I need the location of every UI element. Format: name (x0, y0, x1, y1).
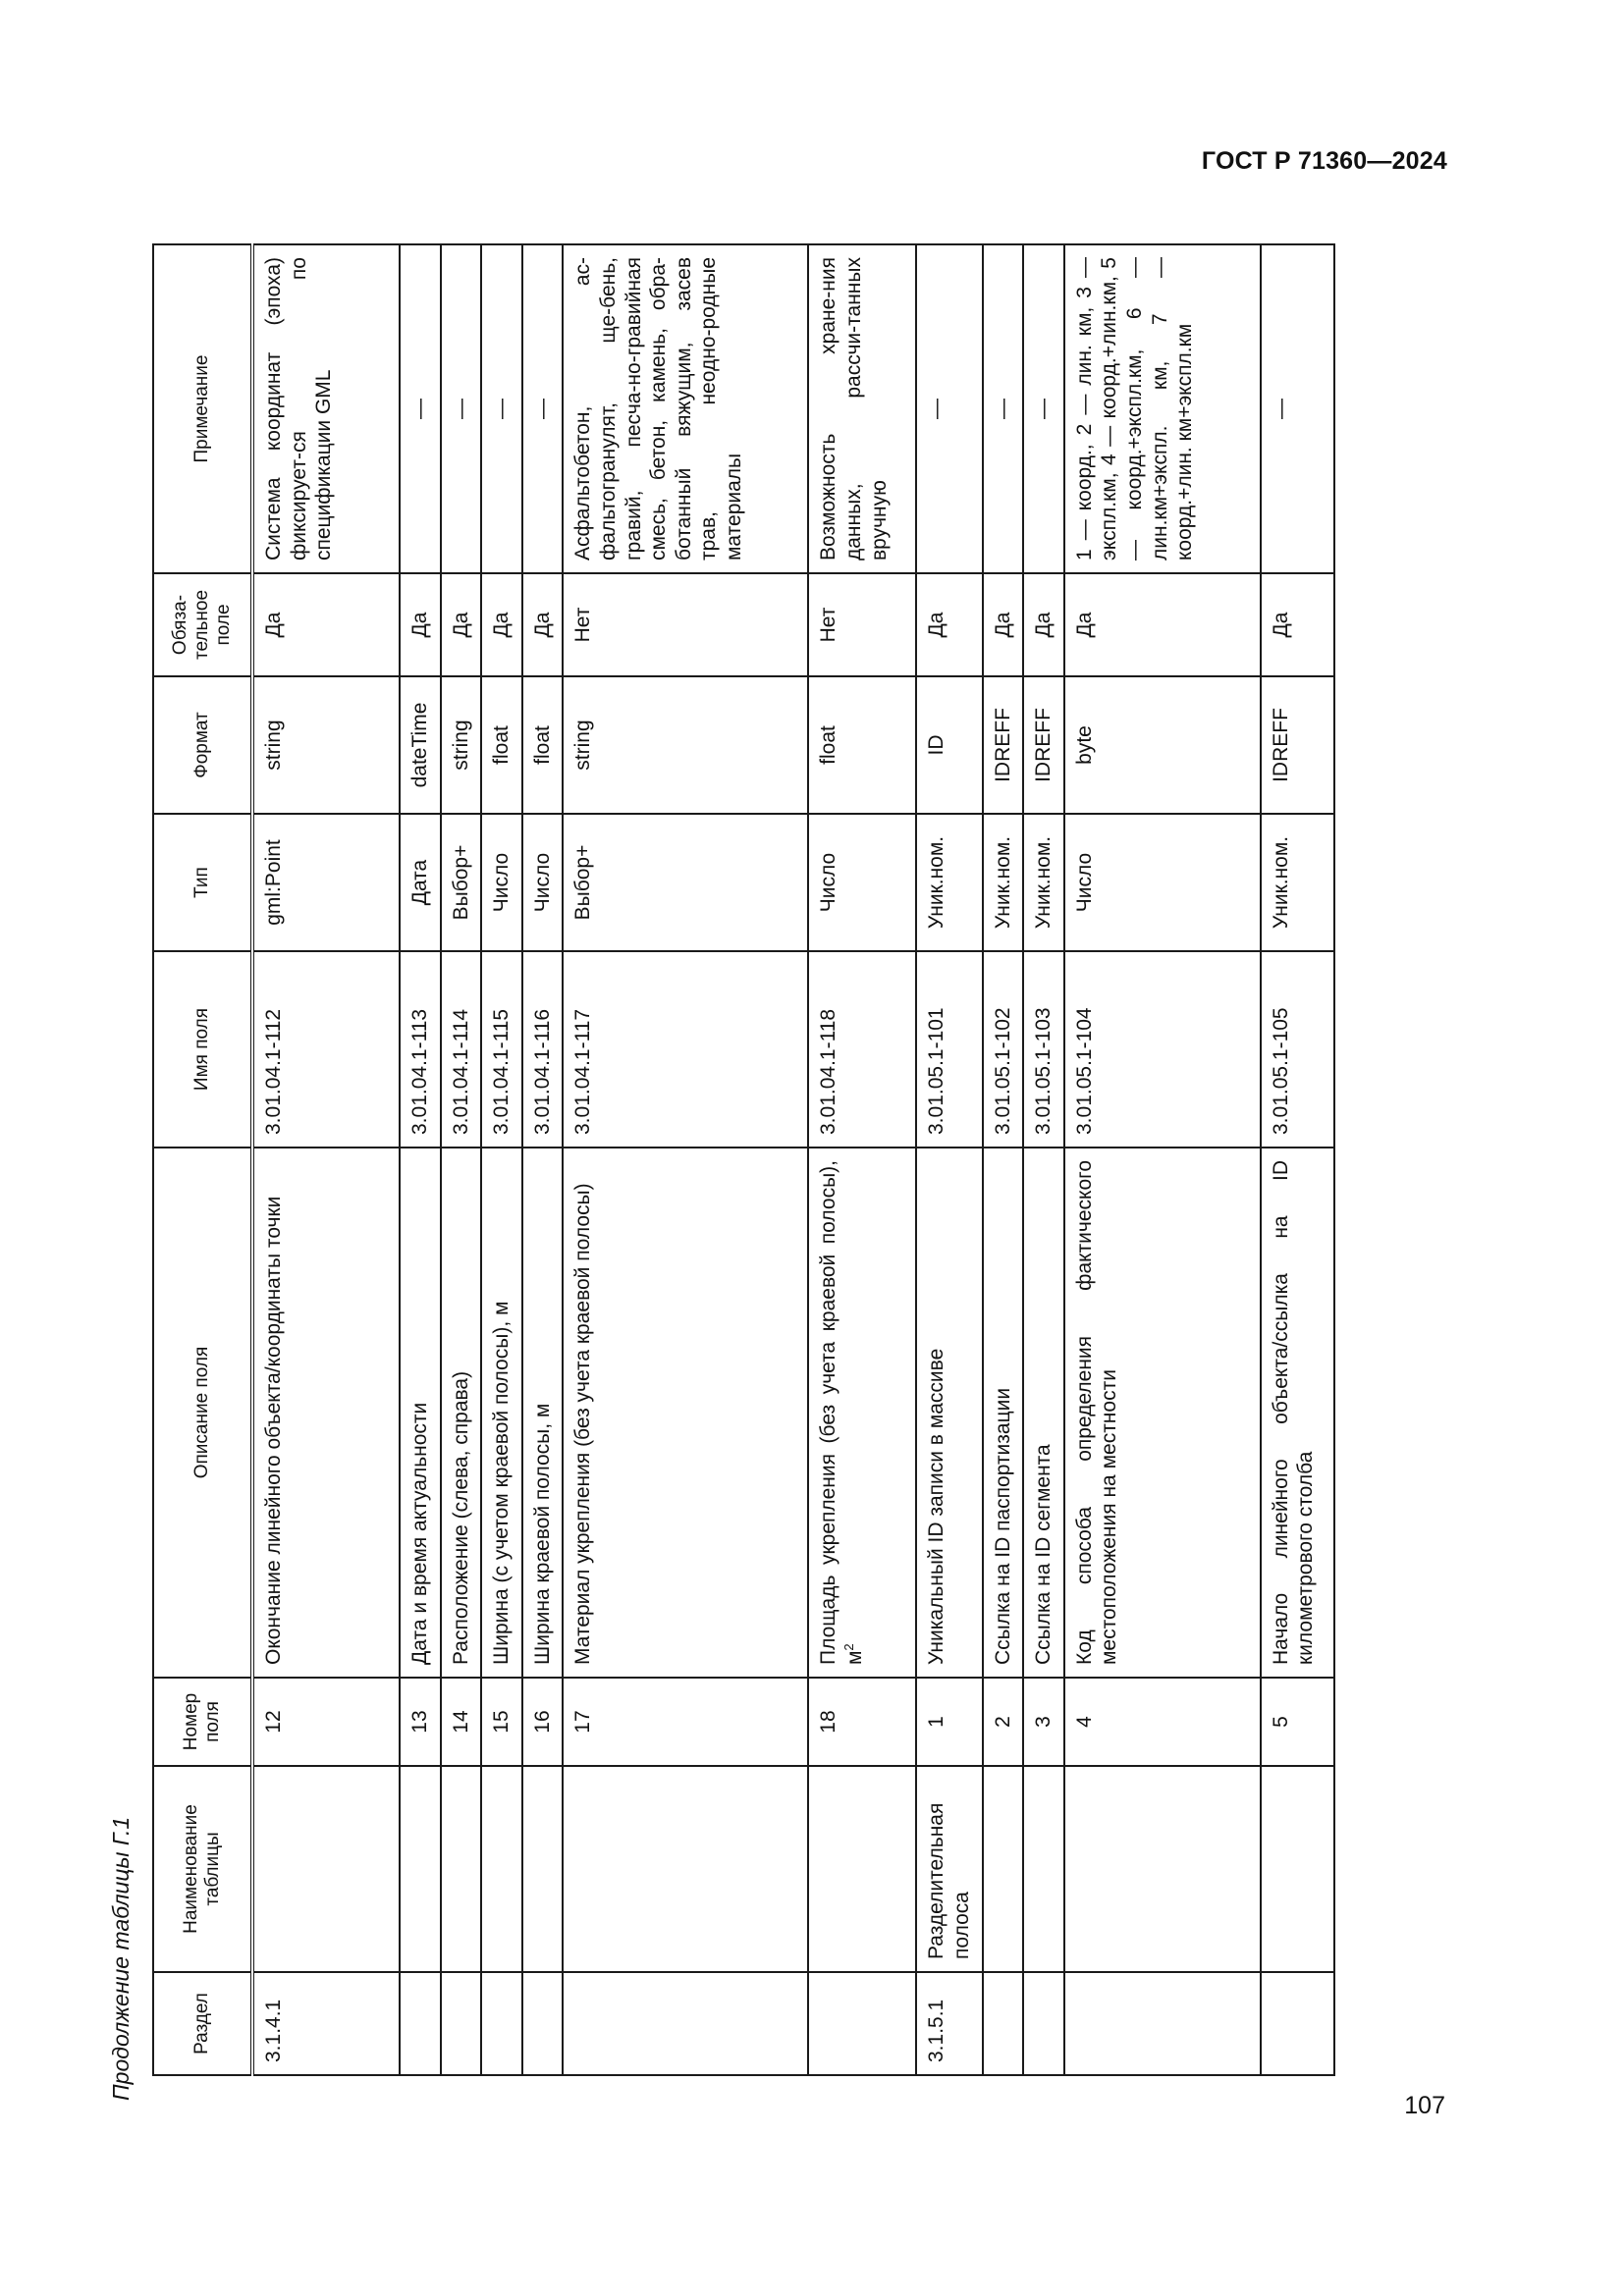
col-header: Примечание (153, 244, 252, 573)
cell-num: 16 (522, 1678, 564, 1766)
cell-section (808, 1972, 916, 2075)
cell-section (441, 1972, 482, 2075)
cell-desc: Уникальный ID записи в массиве (916, 1148, 982, 1678)
cell-format: dateTime (400, 676, 441, 814)
cell-desc: Материал укрепления (без учета краевой полосы) (563, 1148, 808, 1678)
cell-format: IDREFF (1261, 676, 1334, 814)
table-caption: Продолжение таблицы Г.1 (108, 1816, 134, 2101)
cell-field-name: 3.01.04.1-113 (400, 951, 441, 1148)
cell-field-name: 3.01.04.1-112 (252, 951, 400, 1148)
cell-format: string (441, 676, 482, 814)
cell-format: float (522, 676, 564, 814)
cell-required: Да (522, 573, 564, 676)
cell-num: 13 (400, 1678, 441, 1766)
cell-table-name (983, 1766, 1024, 1972)
cell-required: Нет (563, 573, 808, 676)
cell-type: Уник.ном. (1023, 814, 1064, 951)
cell-desc (808, 1148, 916, 1678)
cell-note: — (400, 244, 441, 573)
cell-table-name (522, 1766, 564, 1972)
cell-note: — (481, 244, 522, 573)
col-header: Наименование таблицы (153, 1766, 252, 1972)
cell-desc: Окончание линейного объекта/координаты точки (252, 1148, 400, 1678)
cell-type: Число (522, 814, 564, 951)
cell-desc: Ширина краевой полосы, м (522, 1148, 564, 1678)
cell-field-name: 3.01.05.1-102 (983, 951, 1024, 1148)
cell-field-name: 3.01.04.1-118 (808, 951, 916, 1148)
cell-format: float (808, 676, 916, 814)
cell-field-name: 3.01.05.1-101 (916, 951, 982, 1148)
cell-num: 18 (808, 1678, 916, 1766)
cell-num: 4 (1064, 1678, 1261, 1766)
cell-table-name (441, 1766, 482, 1972)
col-header: Раздел (153, 1972, 252, 2075)
cell-section (1261, 1972, 1334, 2075)
cell-required: Да (441, 573, 482, 676)
cell-format: byte (1064, 676, 1261, 814)
cell-section (481, 1972, 522, 2075)
cell-desc: Ссылка на ID сегмента (1023, 1148, 1064, 1678)
cell-required: Да (916, 573, 982, 676)
table-row (808, 244, 916, 2075)
cell-required: Да (1064, 573, 1261, 676)
cell-required: Нет (808, 573, 916, 676)
table-row (252, 244, 400, 2075)
col-header: Описание поля (153, 1148, 252, 1678)
table-row (563, 244, 808, 2075)
data-table (152, 243, 1335, 2076)
desc-text: Площадь укрепления (без учета краевой полосы), м (817, 1160, 867, 1665)
cell-field-name: 3.01.05.1-105 (1261, 951, 1334, 1148)
cell-table-name (1261, 1766, 1334, 1972)
col-header: Обяза-тельное поле (153, 573, 252, 676)
cell-num: 1 (916, 1678, 982, 1766)
cell-note: — (1261, 244, 1334, 573)
cell-desc: Ссылка на ID паспортизации (983, 1148, 1024, 1678)
cell-format: float (481, 676, 522, 814)
cell-format: string (563, 676, 808, 814)
cell-format: IDREFF (1023, 676, 1064, 814)
cell-type: Уник.ном. (983, 814, 1024, 951)
page-number: 107 (1404, 2092, 1445, 2119)
col-header: Тип (153, 814, 252, 951)
cell-field-name: 3.01.04.1-115 (481, 951, 522, 1148)
rotated-page-content (108, 226, 1355, 2101)
cell-type: Дата (400, 814, 441, 951)
table-header-row (153, 244, 252, 2075)
cell-num: 5 (1261, 1678, 1334, 1766)
cell-table-name (563, 1766, 808, 1972)
cell-num: 17 (563, 1678, 808, 1766)
table-row (400, 244, 441, 2075)
cell-section (400, 1972, 441, 2075)
cell-note: Система координат (эпоха) фиксирует-ся по спецификации GML (252, 244, 400, 573)
col-header: Номер поля (153, 1678, 252, 1766)
table-row (1023, 244, 1064, 2075)
cell-desc: Начало линейного объекта/ссылка на ID километрового столба (1261, 1148, 1334, 1678)
cell-num: 14 (441, 1678, 482, 1766)
cell-desc: Расположение (слева, справа) (441, 1148, 482, 1678)
cell-type: Уник.ном. (1261, 814, 1334, 951)
cell-required: Да (400, 573, 441, 676)
cell-field-name: 3.01.05.1-104 (1064, 951, 1261, 1148)
cell-field-name: 3.01.04.1-114 (441, 951, 482, 1148)
cell-num: 3 (1023, 1678, 1064, 1766)
cell-desc: Ширина (с учетом краевой полосы), м (481, 1148, 522, 1678)
cell-required: Да (481, 573, 522, 676)
cell-format: IDREFF (983, 676, 1024, 814)
cell-table-name (1023, 1766, 1064, 1972)
cell-type: Число (1064, 814, 1261, 951)
cell-note: Асфальтобетон, ас-фальтогранулят, ще-бень, гравий, песча-но-гравийная смесь, бетон, камень, обра-ботанный вяжущим, засев трав, неодно-родные материалы (563, 244, 808, 573)
cell-type: Число (481, 814, 522, 951)
table-row (1261, 244, 1334, 2075)
cell-note: — (916, 244, 982, 573)
cell-required: Да (252, 573, 400, 676)
cell-note: Возможность хране-ния данных, рассчи-танных вручную (808, 244, 916, 573)
cell-section (522, 1972, 564, 2075)
cell-num: 2 (983, 1678, 1024, 1766)
cell-table-name: Разделительная полоса (916, 1766, 982, 1972)
col-header: Формат (153, 676, 252, 814)
cell-type: Выбор+ (563, 814, 808, 951)
cell-section: 3.1.4.1 (252, 1972, 400, 2075)
cell-section: 3.1.5.1 (916, 1972, 982, 2075)
cell-section (1023, 1972, 1064, 2075)
cell-type: Уник.ном. (916, 814, 982, 951)
cell-type: Число (808, 814, 916, 951)
cell-num: 12 (252, 1678, 400, 1766)
superscript: 2 (841, 1643, 857, 1651)
cell-note: — (1023, 244, 1064, 573)
cell-note: — (441, 244, 482, 573)
cell-desc: Код способа определения фактического местоположения на местности (1064, 1148, 1261, 1678)
cell-section (1064, 1972, 1261, 2075)
cell-type: gml:Point (252, 814, 400, 951)
cell-table-name (400, 1766, 441, 1972)
cell-table-name (1064, 1766, 1261, 1972)
table-row (522, 244, 564, 2075)
cell-table-name (252, 1766, 400, 1972)
cell-table-name (481, 1766, 522, 1972)
cell-section (983, 1972, 1024, 2075)
table-row (1064, 244, 1261, 2075)
table-row (983, 244, 1024, 2075)
cell-desc: Дата и время актуальности (400, 1148, 441, 1678)
cell-note: — (983, 244, 1024, 573)
table-row (481, 244, 522, 2075)
cell-format: string (252, 676, 400, 814)
col-header: Имя поля (153, 951, 252, 1148)
table-row (916, 244, 982, 2075)
cell-field-name: 3.01.04.1-116 (522, 951, 564, 1148)
cell-field-name: 3.01.04.1-117 (563, 951, 808, 1148)
cell-num: 15 (481, 1678, 522, 1766)
cell-format: ID (916, 676, 982, 814)
cell-note: 1 — коорд., 2 — лин. км, 3 — экспл.км, 4 — коорд.+лин.км, 5 — коорд.+экспл.км, 6 — лин.км+экспл. км, 7 — коорд.+лин. км+экспл.км (1064, 244, 1261, 573)
cell-required: Да (1023, 573, 1064, 676)
standard-header: ГОСТ Р 71360—2024 (1201, 147, 1447, 175)
table-row (441, 244, 482, 2075)
cell-required: Да (1261, 573, 1334, 676)
cell-section (563, 1972, 808, 2075)
cell-field-name: 3.01.05.1-103 (1023, 951, 1064, 1148)
cell-table-name (808, 1766, 916, 1972)
cell-required: Да (983, 573, 1024, 676)
cell-type: Выбор+ (441, 814, 482, 951)
cell-note: — (522, 244, 564, 573)
